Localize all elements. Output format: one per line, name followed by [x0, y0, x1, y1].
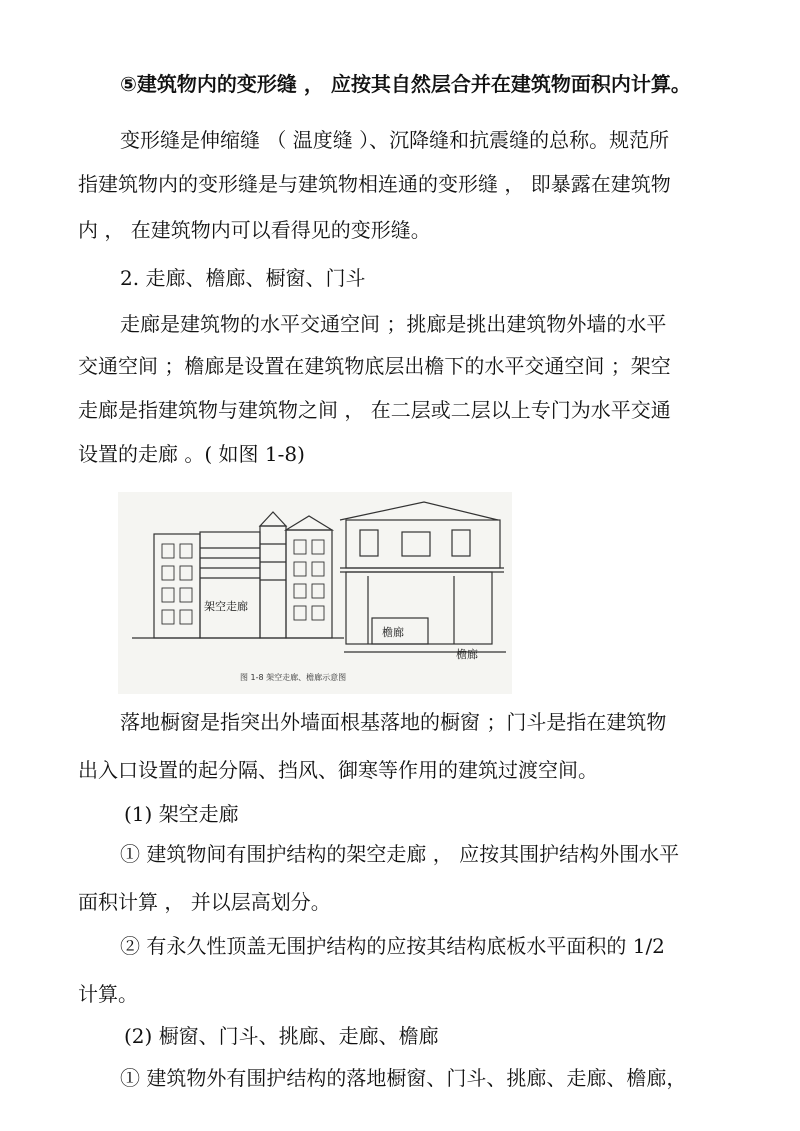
paragraph-line: 出入口设置的起分隔、挡风、御寒等作用的建筑过渡空间。 — [78, 758, 598, 782]
paragraph-line: 交通空间 ；檐廊是设置在建筑物底层出檐下的水平交通空间 ；架空 — [78, 354, 671, 378]
paragraph-line: ② 有永久性顶盖无围护结构的应按其结构底板水平面积的 1/2 — [120, 934, 665, 958]
paragraph-line: 内 ， 在建筑物内可以看得见的变形缝。 — [78, 218, 431, 242]
veranda-label: 檐廊 — [382, 626, 404, 639]
paragraph-line: 走廊是建筑物的水平交通空间 ；挑廊是挑出建筑物外墙的水平 — [120, 312, 667, 336]
paragraph-line: 面积计算 ， 并以层高划分。 — [78, 890, 331, 914]
figure-caption: 图 1-8 架空走廊、檐廊示意图 — [240, 673, 347, 682]
paragraph-line: 落地橱窗是指突出外墙面根基落地的橱窗 ；门斗是指在建筑物 — [120, 710, 667, 734]
paragraph-line: 设置的走廊 。( 如图 1-8) — [78, 442, 305, 466]
section-heading: 2. 走廊、檐廊、橱窗、门斗 — [120, 266, 366, 290]
paragraph-line: 走廊是指建筑物与建筑物之间 ， 在二层或二层以上专门为水平交通 — [78, 398, 671, 422]
figure-image — [118, 492, 512, 694]
veranda-label: 檐廊 — [456, 648, 478, 661]
paragraph-line: ⑤建筑物内的变形缝 ， 应按其自然层合并在建筑物面积内计算。 — [120, 72, 691, 96]
building-diagram — [118, 492, 512, 694]
paragraph-line: 计算。 — [78, 982, 138, 1006]
paragraph-line: 变形缝是伸缩缝 （ 温度缝 ）、沉降缝和抗震缝的总称。规范所 — [120, 128, 670, 152]
paragraph-line: 指建筑物内的变形缝是与建筑物相连通的变形缝 ， 即暴露在建筑物 — [78, 172, 671, 196]
corridor-label: 架空走廊 — [204, 600, 248, 613]
section-heading: (2) 橱窗、门斗、挑廊、走廊、檐廊 — [124, 1024, 439, 1048]
paragraph-line: ① 建筑物外有围护结构的落地橱窗、门斗、挑廊、走廊、檐廊， — [120, 1066, 687, 1090]
section-heading: (1) 架空走廊 — [124, 802, 239, 826]
paragraph-line: ① 建筑物间有围护结构的架空走廊 ， 应按其围护结构外围水平 — [120, 842, 680, 866]
